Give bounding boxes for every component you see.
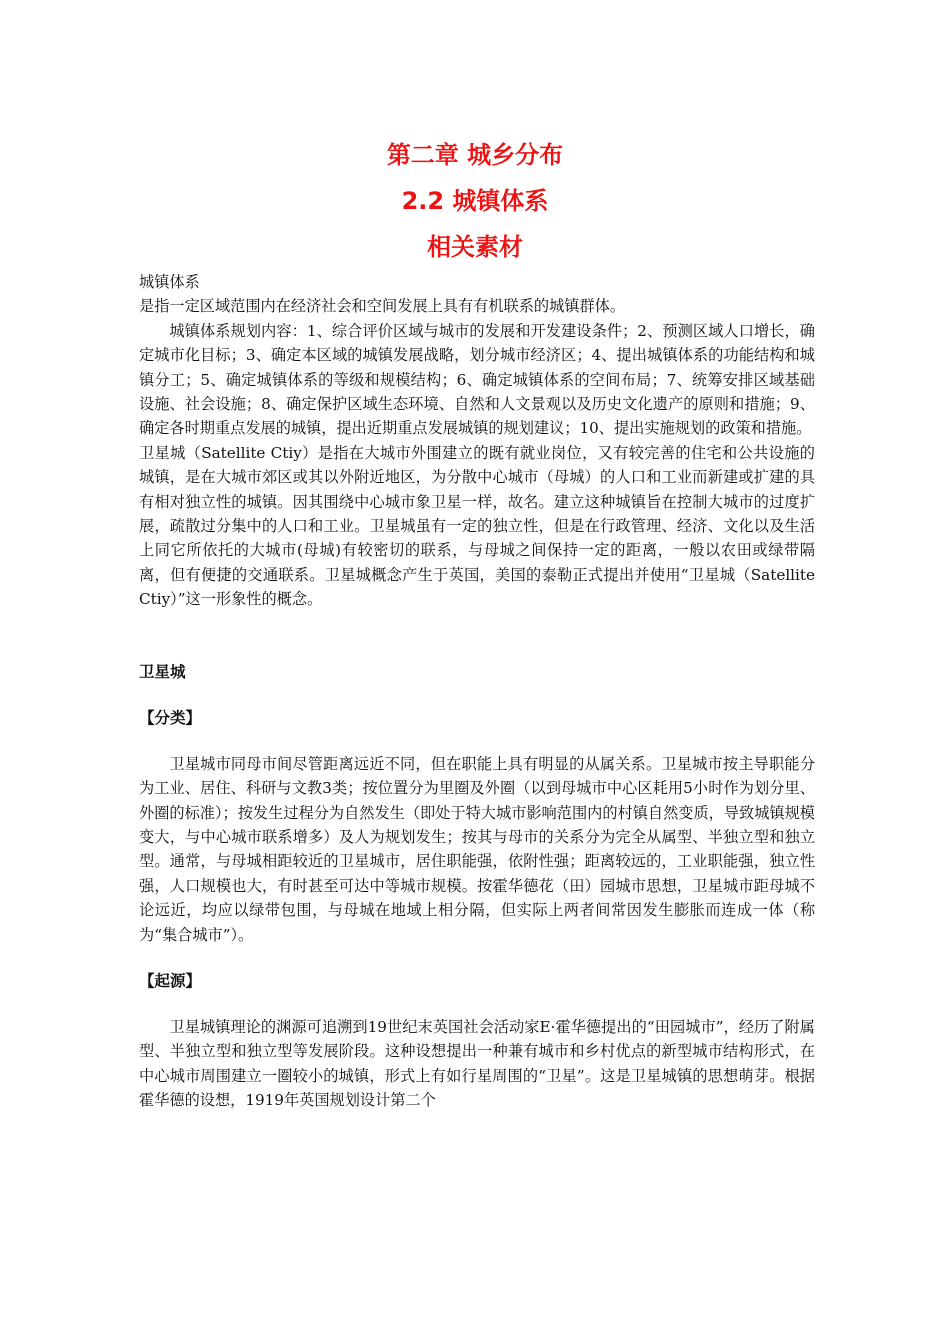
- spacer: [139, 684, 815, 706]
- material-title: 相关素材: [427, 233, 523, 261]
- spacer: [139, 730, 815, 752]
- classification-paragraph: 卫星城市同母市间尽管距离远近不同，但在职能上具有明显的从属关系。卫星城市按主导职能分为工业、居住、科研与文教3类；按位置分为里圈及外圈（以到母城市中心区耗用5小时作为划分里、外圈的标准）；按发生过程分为自然发生（即处于特大城市影响范围内的村镇自然变质，导致城镇规模变大，与中心城市联系增多）及人为规划发生；按其与母市的关系分为完全从属型、半独立型和独立型。通常，与母城相距较近的卫星城市，居住职能强，依附性强；距离较远的，工业职能强，独立性强，人口规模也大，有时甚至可达中等城市规模。按霍华德花（田）园城市思想，卫星城市距母城不论远近，均应以绿带包围，与母城在地域上相分隔，但实际上两者间常因发生膨胀而连成一体（称为“集合城市”）。: [139, 754, 815, 944]
- title-block: [0, 132, 950, 270]
- origin-paragraph: 卫星城镇理论的渊源可追溯到19世纪末英国社会活动家E·霍华德提出的“田园城市”，经历了附属型、半独立型和独立型等发展阶段。这种设想提出一种兼有城市和乡村优点的新型城市结构形式，在中心城市周围建立一圈较小的城镇，形式上有如行星周围的“卫星”。这是卫星城镇的思想萌芽。根据霍华德的设想，1919年英国规划设计第二个: [139, 1017, 815, 1110]
- section-title: 2.2 城镇体系: [401, 187, 549, 215]
- spacer: [139, 612, 815, 660]
- chapter-title: 第二章 城乡分布: [386, 141, 564, 169]
- satellite-city-paragraph: 卫星城（Satellite Ctiy）是指在大城市外围建立的既有就业岗位，又有较完善的住宅和公共设施的城镇，是在大城市郊区或其以外附近地区，为分散中心城市（母城）的人口和工业而新建或扩建的具有相对独立性的城镇。因其围绕中心城市象卫星一样，故名。建立这种城镇旨在控制大城市的过度扩展，疏散过分集中的人口和工业。卫星城虽有一定的独立性，但是在行政管理、经济、文化以及生活上同它所依托的大城市(母城)有较密切的联系，与母城之间保持一定的距离，一般以农田或绿带隔离，但有便捷的交通联系。卫星城概念产生于英国，美国的泰勒正式提出并使用“卫星城（Satellite Ctiy）”这一形象性的概念。: [139, 443, 815, 609]
- classification-heading: 【分类】: [139, 708, 202, 727]
- document-body: [139, 270, 815, 1113]
- intro-term: 城镇体系: [139, 273, 200, 291]
- spacer: [139, 993, 815, 1015]
- origin-heading: 【起源】: [139, 971, 202, 990]
- spacer: [139, 947, 815, 969]
- intro-definition: 是指一定区域范围内在经济社会和空间发展上具有有机联系的城镇群体。: [139, 297, 625, 316]
- satellite-heading: 卫星城: [139, 662, 186, 681]
- planning-content-paragraph: 城镇体系规划内容：1、综合评价区域与城市的发展和开发建设条件；2、预测区域人口增长，确定城市化目标；3、确定本区域的城镇发展战略，划分城市经济区；4、提出城镇体系的功能结构和城镇分工；5、确定城镇体系的等级和规模结构；6、确定城镇体系的空间布局；7、统筹安排区域基础设施、社会设施；8、确定保护区域生态环境、自然和人文景观以及历史文化遗产的原则和措施；9、确定各时期重点发展的城镇，提出近期重点发展城镇的规划建议；10、提出实施规划的政策和措施。: [139, 321, 815, 438]
